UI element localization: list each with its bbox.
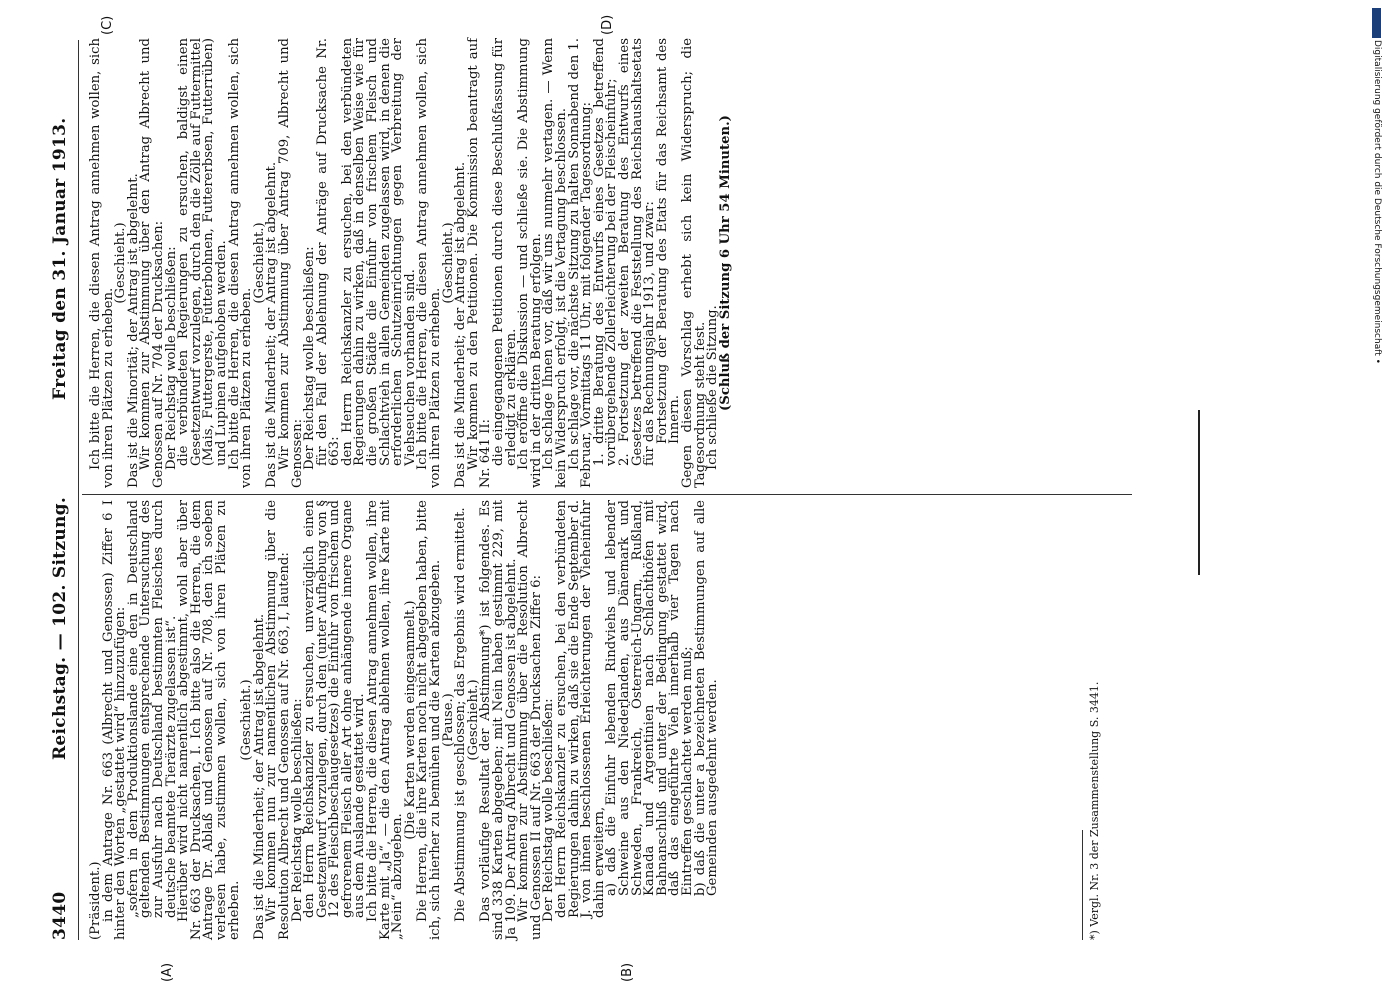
paragraph: in dem Antrage Nr. 663 (Albrecht und Genossen) Ziffer 6 I hinter den Worten „gestattet wird“ hinzuzufügen:: [100, 500, 129, 940]
motion-text: den Herrn Reichskanzler zu ersuchen, bei den verbündeten Regierungen dahin zu wirken, daß in denselben Weise wie für die großen Städte die Einfuhr von frischem Fleisch und Schlachtvieh in allen Gemeinden zugelassen wird, in denen die erforderlichen Schutzeinrichtungen gegen Verbreitung der Viehseuchen vorhanden sind.: [339, 38, 418, 466]
margin-mark-a: (A): [160, 962, 175, 982]
motion-text: den Herrn Reichskanzler zu ersuchen, unverzüglich einen Gesetzentwurf vorzulegen, durch den (unter Aufhebung von § 12 des Fleischbeschaugesetzes) die Einfuhr von frischem und gefrorenem Fleisch aller Art ohne anhängende innere Organe aus dem Auslande gestattet wird.: [302, 500, 368, 918]
paragraph: Die Abstimmung ist geschlossen; das Ergebnis wird ermittelt.: [453, 507, 469, 922]
credit-text: Digitalisierung gefördert durch die Deutsche Forschungsgemeinschaft •: [1372, 40, 1382, 364]
agenda-subitem: Fortsetzung der Beratung des Etats für das Reichsamt des Innern.: [654, 38, 683, 444]
paragraph: Das ist die Minderheit; der Antrag ist abgelehnt.: [264, 161, 280, 488]
paragraph: Wir kommen nun zur namentlichen Abstimmung über die Resolution Albrecht und Genossen auf Nr. 663, I, lautend:: [264, 500, 292, 940]
credit-line: [1370, 40, 1383, 990]
motion-item-a: a) daß die Einfuhr lebenden Rindviehs und lebender Schweine aus den Niederlanden, aus Dänemark und Schweden, Frankreich, Österreich-Ungarn, Rußland, Kanada und Argentinien nach Schlachthöfen mit Bahnanschluß und unter der Bedingung gestattet wird, daß das eingeführte Vieh innerhalb vier Tagen nach Eintreffen geschlachtet werden muß;: [604, 500, 695, 896]
motion-intro: Der Reichstag wolle beschließen:: [289, 698, 305, 922]
vote-result: Das vorläufige Resultat der Abstimmung*) ist folgendes. Es sind 338 Karten abgegeben; mit Nein haben gestimmt 229, mit Ja 109. Der Antrag Albrecht und Genossen ist abgelehnt.: [478, 500, 519, 940]
margin-mark-c: (C): [100, 15, 115, 35]
paragraph: Hierüber wird nicht namentlich abgestimmt, wohl aber über Nr. 663 der Drucksachen, I. Ich bitte also die Herren, die dem Antrage Dr. Ablaß und Genossen auf Nr. 708, den ich soeben verlesen habe, zustimmen wollen, sich von ihren Plätzen zu erheben.: [176, 500, 242, 940]
column-divider: [82, 494, 1132, 495]
motion-text: die verbündeten Regierungen zu ersuchen, baldigst einen Gesetzentwurf vorzulegen, durch den die Zölle auf Futtermittel (Mais, Futtergerste, Futterbohnen, Futtererbsen, Futterrüben) und Lupinen aufgehoben werden.: [176, 38, 229, 466]
right-column: [90, 38, 732, 488]
stage-direction: (Die Karten werden eingesammelt.): [402, 600, 418, 840]
agenda-item-1: 1. dritte Beratung des Entwurfs eines Gesetzes betreffend vorübergehende Zollerleichterung bei der Fleischeinfuhr;: [591, 38, 620, 466]
motion-text: für den Fall der Ablehnung der Anträge auf Drucksache Nr. 663:: [314, 38, 343, 466]
paragraph: Wir kommen zur Abstimmung über Antrag 709, Albrecht und Genossen:: [276, 38, 305, 488]
paragraph: Ich bitte die Herren, die diesen Antrag annehmen wollen, ihre Karte mit „Ja“, — die den Antrag ablehnen wollen, ihre Karte mit „Nein“ abzugeben.: [365, 500, 406, 940]
paragraph: Ich bitte die Herren, die diesen Antrag annehmen wollen, sich von ihren Plätzen zu erheben.: [88, 38, 116, 488]
stage-direction: (Pause.): [440, 693, 456, 747]
paragraph: Gegen diesen Vorschlag erhebt sich kein Widerspruch; die Tagesordnung steht fest.: [679, 38, 708, 488]
session-end: (Schluß der Sitzung 6 Uhr 54 Minuten.): [717, 115, 733, 411]
stage-direction: (Geschieht.): [440, 222, 456, 304]
stage-direction: (Geschieht.): [239, 679, 255, 761]
paragraph: Das ist die Minorität; der Antrag ist abgelehnt.: [125, 173, 141, 488]
page-number: 3440: [50, 891, 70, 940]
motion-text: den Herrn Reichskanzler zu ersuchen, bei den verbündeten Regierungen dahin zu wirken, daß sie die Ende September d. J. von ihnen beschlossenen Erleichterungen der Vieheinfuhr dahin erweitern,: [553, 500, 607, 918]
left-column: [90, 500, 720, 940]
paragraph: Ich bitte die Herren, die diesen Antrag annehmen wollen, sich von ihren Plätzen zu erheben.: [415, 38, 444, 488]
paragraph: Ich schließe die Sitzung.: [705, 305, 721, 470]
paragraph: Wir kommen zu den Petitionen. Die Kommission beantragt auf Nr. 641 II:: [465, 38, 494, 488]
stage-direction: (Geschieht.): [465, 679, 481, 761]
footnote: *) Vergl. Nr. 3 der Zusammenstellung S. 3441.: [1088, 681, 1101, 940]
margin-mark-d: (D): [600, 14, 615, 35]
session-date: Freitag den 31. Januar 1913.: [50, 117, 70, 400]
motion-text: die eingegangenen Petitionen durch diese Beschlußfassung für erledigt zu erklären.: [491, 38, 519, 466]
motion-intro: Der Reichstag wolle beschließen:: [302, 246, 318, 470]
margin-mark-b: (B): [620, 962, 635, 982]
paragraph: Wir kommen zur Abstimmung über die Resolution Albrecht und Genossen II auf Nr. 663 der Drucksachen Ziffer 6:: [516, 500, 544, 940]
dfg-logo: [1372, 8, 1381, 38]
quoted-motion: „sofern in dem Produktionslande eine den in Deutschland geltenden Bestimmungen entsprechende Untersuchung des zur Ausfuhr nach Deutschland bestimmten Fleisches durch deutsche beamtete Tierärzte zugelassen ist“.: [125, 500, 179, 918]
motion-intro: Der Reichstag wolle beschließen:: [541, 698, 557, 922]
header-rule: [78, 40, 79, 940]
footnote-rule: [1082, 830, 1083, 940]
paragraph: Ich eröffne die Diskussion — und schließe sie. Die Abstimmung wird in der dritten Beratung erfolgen.: [516, 38, 544, 488]
agenda-item-2: 2. Fortsetzung der zweiten Beratung des Entwurfs eines Gesetzes betreffend die Feststellung des Reichshaushaltsetats für das Rechnungsjahr 1913, und zwar:: [616, 38, 658, 466]
paragraph: Ich bitte die Herren, die diesen Antrag annehmen wollen, sich von ihren Plätzen zu erheben.: [226, 38, 255, 488]
speaker-label: (Präsident.): [88, 861, 103, 940]
session-title: Reichstag. — 102. Sitzung.: [50, 496, 70, 760]
paragraph: Das ist die Minderheit; der Antrag ist abgelehnt.: [251, 613, 267, 940]
paragraph: Ich schlage vor, die nächste Sitzung zu halten Sonnabend den 1. Februar, Vormittags 11 Uhr, mit folgender Tagesordnung:: [566, 38, 595, 488]
motion-intro: Der Reichstag wolle beschließen:: [163, 246, 179, 470]
stage-direction: (Geschieht.): [251, 222, 267, 304]
paragraph: Die Herren, die ihre Karten noch nicht abgegeben haben, bitte ich, sich hierher zu bemühen und die Karten abzugeben.: [415, 500, 444, 940]
paragraph: Wir kommen zur Abstimmung über den Antrag Albrecht und Genossen auf Nr. 704 der Drucksachen:: [138, 38, 166, 488]
page-header: [50, 0, 72, 1000]
motion-item-b: b) daß die unter a bezeichneten Bestimmungen auf alle Gemeinden ausgedehnt werden.: [692, 500, 721, 896]
decorative-rule: [1198, 410, 1200, 575]
paragraph: Ich schlage Ihnen vor, daß wir uns nunmehr vertagen. — Wenn kein Widerspruch erfolgt, ist die Vertagung beschlossen.: [541, 38, 569, 488]
stage-direction: (Geschieht.): [113, 222, 129, 304]
paragraph: Das ist die Minderheit; der Antrag ist abgelehnt.: [453, 161, 469, 488]
